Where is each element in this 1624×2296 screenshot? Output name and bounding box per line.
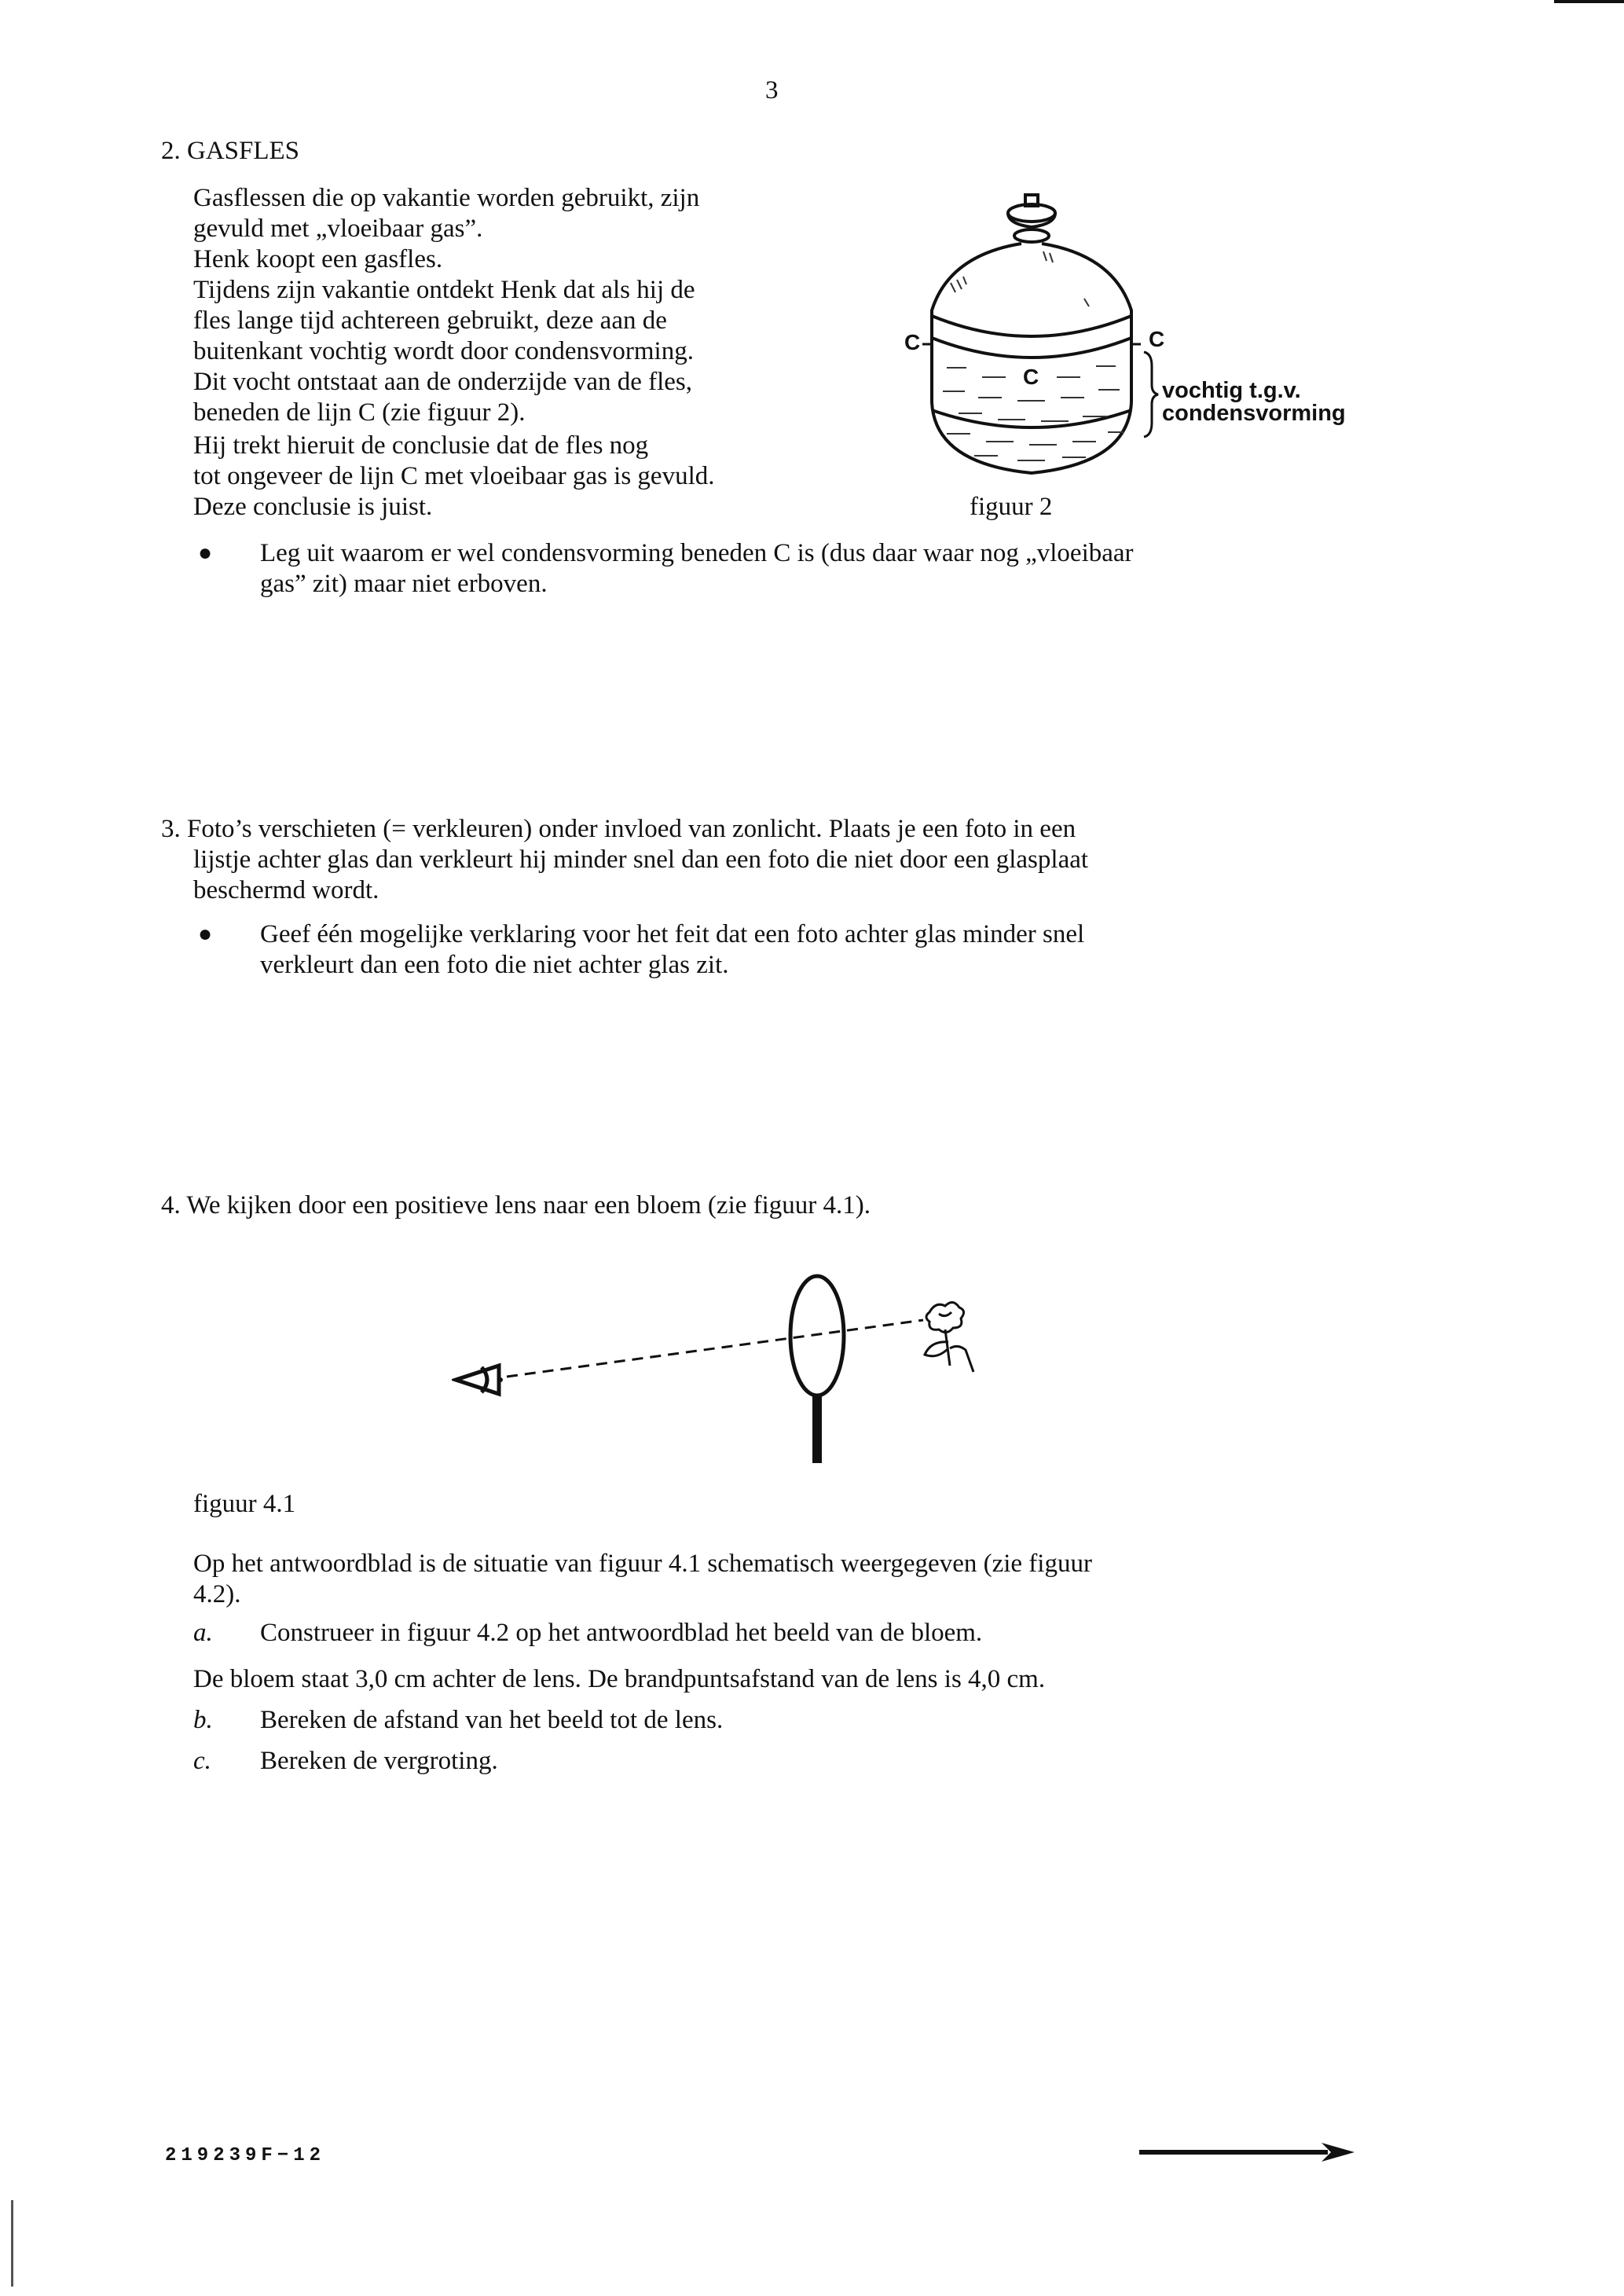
q2-line: tot ongeveer de lijn C met vloeibaar gas is gevuld.: [193, 462, 715, 490]
q2-bullet-line: Leg uit waarom er wel condensvorming beneden C is (dus daar waar nog „vloeibaar: [260, 539, 1134, 567]
lens-glass: [790, 1276, 844, 1396]
q4-text1: [193, 1549, 1092, 1610]
label-c-middle: C: [1023, 365, 1039, 389]
q4-a-label: a.: [193, 1619, 213, 1647]
q3-bullet-line: Geef één mogelijke verklaring voor het feit dat een foto achter glas minder snel: [260, 920, 1085, 948]
margin-mark: [11, 2200, 13, 2287]
sight-line: [507, 1320, 923, 1377]
q2-line: beneden de lijn C (zie figuur 2).: [193, 398, 526, 427]
eye-icon: [456, 1366, 499, 1394]
q2-bullet-text: [260, 538, 1134, 600]
figure2-annotation-line2: condensvorming: [1162, 401, 1346, 426]
q3-bullet-text: [260, 919, 1084, 981]
flower-icon: [925, 1302, 973, 1372]
brace-icon: [1139, 349, 1163, 439]
q2-line: Henk koopt een gasfles.: [193, 245, 443, 273]
q2-conclusion-block: [193, 431, 715, 523]
right-arrow-icon: [1139, 2140, 1355, 2164]
q2-line: gevuld met „vloeibaar gas”.: [193, 215, 483, 243]
line-c-shoulder: [932, 316, 1131, 336]
top-rule: [1554, 0, 1624, 3]
page-number: 3: [765, 76, 779, 105]
lens-figure: [452, 1257, 986, 1473]
q2-line: Deze conclusie is juist.: [193, 493, 433, 521]
q2-bullet-line: gas” zit) maar niet erboven.: [260, 570, 548, 598]
q2-line: Dit vocht ontstaat aan de onderzijde van de fles,: [193, 368, 693, 396]
q2-bullet-icon: ●: [198, 540, 213, 566]
gas-bottle-figure: [888, 189, 1147, 487]
q3-line-3: beschermd wordt.: [193, 876, 379, 904]
q2-line: Hij trekt hieruit de conclusie dat de fles nog: [193, 431, 649, 460]
eye-pupil: [498, 1377, 503, 1382]
bottle-valve: [1008, 195, 1055, 242]
q2-heading: 2. GASFLES: [161, 137, 300, 165]
lens-handle: [812, 1394, 822, 1463]
q3-bullet-icon: ●: [198, 921, 213, 947]
q4-intro: 4. We kijken door een positieve lens naar een bloem (zie figuur 4.1).: [161, 1191, 871, 1220]
label-c-right: C: [1149, 327, 1165, 351]
figure2-caption: figuur 2: [970, 493, 1053, 521]
label-c-left: C: [904, 330, 921, 354]
line-c: [932, 338, 1131, 358]
q3-line-2: lijstje achter glas dan verkleurt hij minder snel dan een foto die niet door een glasplaat: [193, 845, 1089, 874]
q4-text1-line: 4.2).: [193, 1580, 241, 1608]
q3-line-1: 3. Foto’s verschieten (= verkleuren) onder invloed van zonlicht. Plaats je een foto in een: [161, 815, 1076, 843]
q4-a-text: Construeer in figuur 4.2 op het antwoordblad het beeld van de bloem.: [260, 1619, 983, 1647]
q2-line: Gasflessen die op vakantie worden gebruikt, zijn: [193, 184, 700, 212]
q2-line: Tijdens zijn vakantie ontdekt Henk dat als hij de: [193, 276, 695, 304]
q4-b-text: Bereken de afstand van het beeld tot de lens.: [260, 1706, 724, 1734]
q3-bullet-line: verkleurt dan een foto die niet achter glas zit.: [260, 951, 729, 979]
q4-c-text: Bereken de vergroting.: [260, 1747, 498, 1775]
q2-line: buitenkant vochtig wordt door condensvorming.: [193, 337, 694, 365]
q4-b-label: b.: [193, 1706, 213, 1734]
figure2-annotation-line1: vochtig t.g.v.: [1162, 378, 1301, 403]
q4-c-label: c.: [193, 1747, 211, 1775]
figure4-1-caption: figuur 4.1: [193, 1490, 296, 1518]
q2-text-block: [193, 183, 699, 428]
q4-text1-line: Op het antwoordblad is de situatie van figuur 4.1 schematisch weergegeven (zie figuur: [193, 1550, 1092, 1578]
q2-line: fles lange tijd achtereen gebruikt, deze aan de: [193, 306, 667, 335]
footer-code: 219239F−12: [165, 2145, 326, 2166]
q4-text2: De bloem staat 3,0 cm achter de lens. De brandpuntsafstand van de lens is 4,0 cm.: [193, 1665, 1046, 1693]
